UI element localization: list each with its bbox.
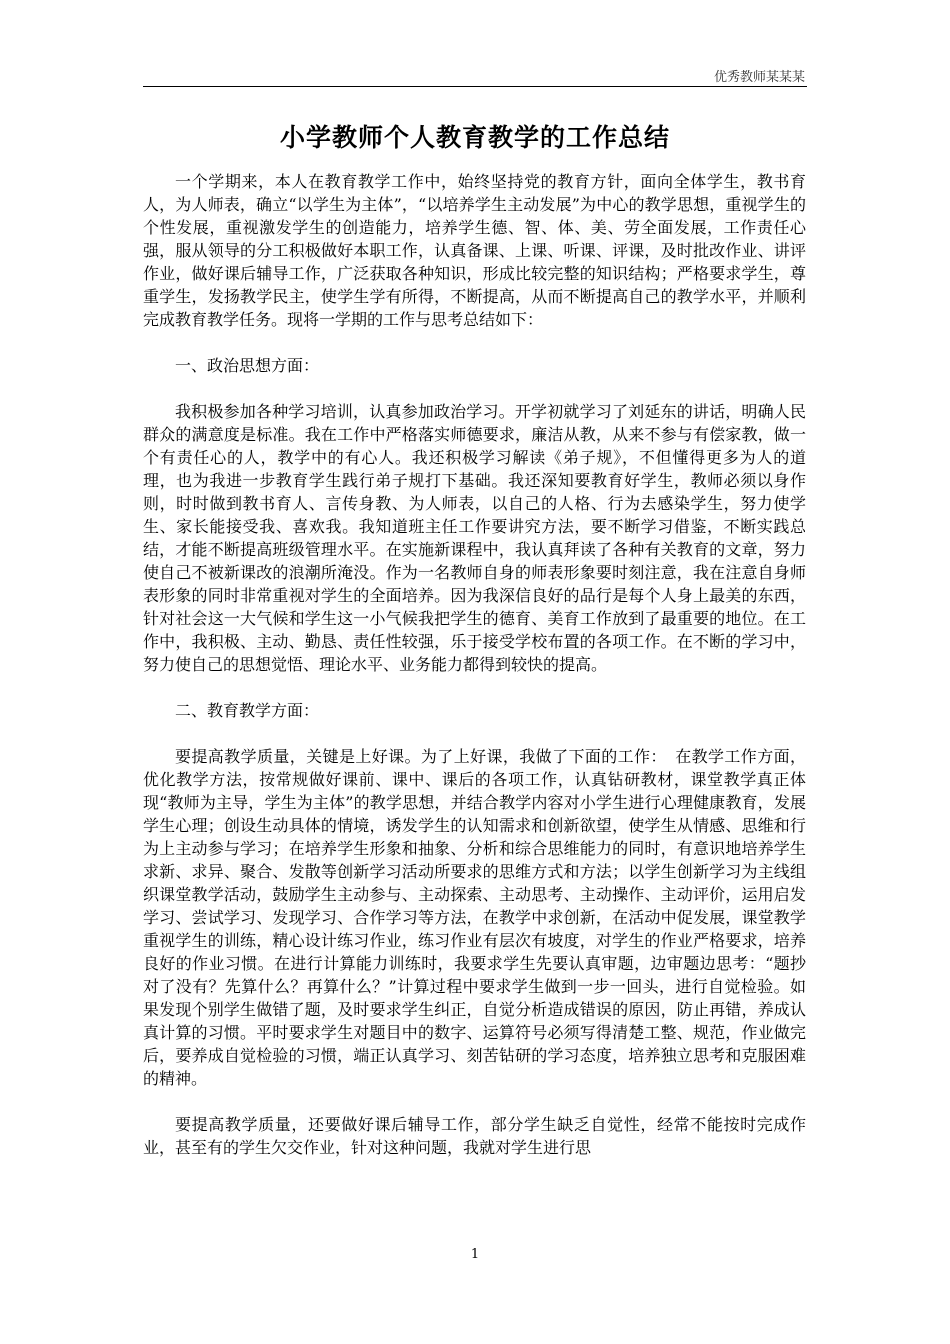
section-body-teaching: 要提高教学质量，关键是上好课。为了上好课，我做了下面的工作： 在教学工作方面，优化教学方法，按常规做好课前、课中、课后的各项工作，认真钻研教材，课堂教学真正体现“教师为主导，学生为主体”的教学思想，并结合教学内容对小学生进行心理健康教育，发展学生心理；创设生动具体的情境，诱发学生的认知需求和创新欲望，使学生从情感、思维和行为上主动参与学习；在培养学生形象和抽象、分析和综合思维能力的同时，有意识地培养学生求新、求异、聚合、发散等创新学习活动所要求的思维方式和方法；以学生创新学习为主线组织课堂教学活动，鼓励学生主动参与、主动探索、主动思考、主动操作、主动评价，运用启发学习、尝试学习、发现学习、合作学习等方法，在教学中求创新，在活动中促发展，课堂教学重视学生的训练，精心设计练习作业，练习作业有层次有坡度，对学生的作业严格要求，培养良好的作业习惯。在进行计算能力训练时，我要求学生先要认真审题，边审题边思考：“题抄对了没有？先算什么？再算什么？”计算过程中要求学生做到一步一回头，进行自觉检验。如果发现个别学生做错了题，及时要求学生纠正，自觉分析造成错误的原因，防止再错，养成认真计算的习惯。平时要求学生对题目中的数字、运算符号必须写得清楚工整、规范，作业做完后，要养成自觉检验的习惯，端正认真学习、刻苦钻研的学习态度，培养独立思考和克服困难的精神。 (143, 747, 806, 1088)
document-title: 小学教师个人教育教学的工作总结 (279, 123, 670, 152)
page-number: 1 (470, 1247, 480, 1262)
section-heading-politics: 一、政治思想方面： (175, 356, 320, 375)
section-heading-teaching: 二、教育教学方面： (175, 701, 320, 720)
document-body (143, 170, 806, 1182)
header-divider (143, 86, 807, 87)
section-body-tutoring: 要提高教学质量，还要做好课后辅导工作，部分学生缺乏自觉性，经常不能按时完成作业，甚至有的学生欠交作业，针对这种问题，我就对学生进行思 (143, 1115, 806, 1157)
section-body-politics: 我积极参加各种学习培训，认真参加政治学习。开学初就学习了刘延东的讲话，明确人民群众的满意度是标准。我在工作中严格落实师德要求，廉洁从教，从来不参与有偿家教，做一个有责任心的人，教学中的有心人。我还积极学习解读《弟子规》，不但懂得更多为人的道理，也为我进一步教育学生践行弟子规打下基础。我还深知要教育好学生，教师必须以身作则，时时做到教书育人、言传身教、为人师表，以自己的人格、行为去感染学生，努力使学生、家长能接受我、喜欢我。我知道班主任工作要讲究方法，要不断学习借鉴，不断实践总结，才能不断提高班级管理水平。在实施新课程中，我认真拜读了各种有关教育的文章，努力使自己不被新课改的浪潮所淹没。作为一名教师自身的师表形象要时刻注意，我在注意自身师表形象的同时非常重视对学生的全面培养。因为我深信良好的品行是每个人身上最美的东西，针对社会这一大气候和学生这一小气候我把学生的德育、美育工作放到了最重要的地位。在工作中，我积极、主动、勤恳、责任性较强，乐于接受学校布置的各项工作。在不断的学习中，努力使自己的思想觉悟、理论水平、业务能力都得到较快的提高。 (143, 402, 806, 674)
intro-paragraph: 一个学期来，本人在教育教学工作中，始终坚持党的教育方针，面向全体学生，教书育人，为人师表，确立“以学生为主体”，“以培养学生主动发展”为中心的教学思想，重视学生的个性发展，重视激发学生的创造能力，培养学生德、智、体、美、劳全面发展，工作责任心强，服从领导的分工积极做好本职工作，认真备课、上课、听课、评课，及时批改作业、讲评作业，做好课后辅导工作，广泛获取各种知识，形成比较完整的知识结构；严格要求学生，尊重学生，发扬教学民主，使学生学有所得，不断提高，从而不断提高自己的教学水平，并顺利完成教育教学任务。现将一学期的工作与思考总结如下： (143, 172, 806, 329)
header-author: 优秀教师某某某 (713, 70, 805, 85)
